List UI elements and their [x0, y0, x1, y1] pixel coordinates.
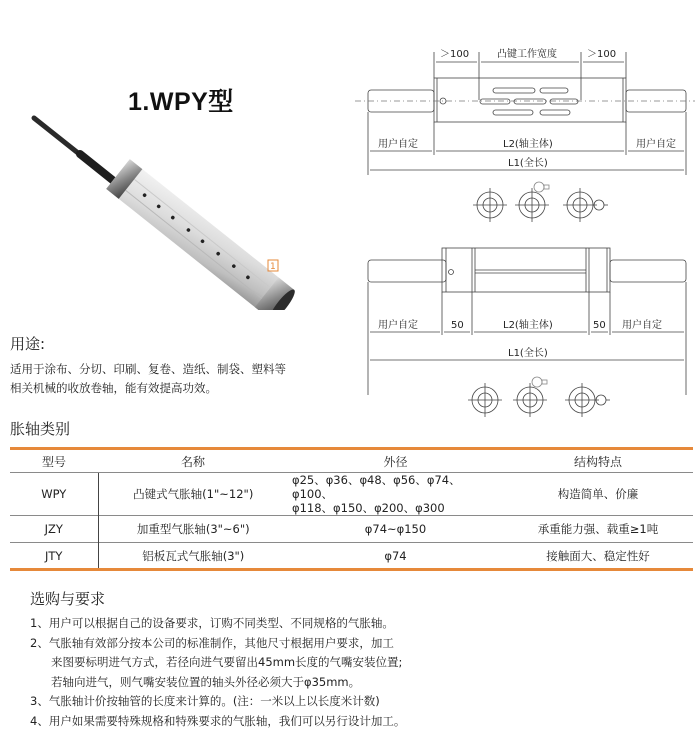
air-shaft-image: [20, 110, 320, 310]
product-photo: [20, 110, 320, 310]
dim-key-width: 凸键工作宽度: [497, 49, 557, 60]
usage-heading: 用途:: [10, 335, 46, 353]
diameter-line-1: φ25、φ36、φ48、φ56、φ74、φ100、: [292, 473, 461, 501]
header-model: 型号: [10, 449, 98, 473]
cell-model: JTY: [10, 543, 98, 570]
usage-line-2: 相关机械的收放卷轴，能有效提高功效。: [10, 381, 217, 395]
table-row: [10, 516, 693, 543]
cell-name: 凸键式气胀轴(1"~12"): [133, 487, 254, 501]
label-gap-right-50: 50: [593, 320, 606, 331]
callout-number: 1: [270, 262, 276, 272]
header-name: 名称: [98, 449, 288, 473]
diameter-line-2: φ118、φ150、φ200、φ300: [292, 501, 445, 515]
requirement-item-continued: 若轴向进气，则气嘴安装位置的轴头外径必须大于φ35mm。: [51, 674, 361, 689]
shaft-dimension-drawing: [350, 30, 700, 430]
table-header-row: [10, 449, 693, 473]
cell-diameter: φ74: [384, 548, 407, 563]
label-shaft-body: L2(轴主体): [503, 139, 553, 150]
label-shaft-body-2: L2(轴主体): [503, 320, 553, 331]
table-row: [10, 473, 693, 516]
types-heading: 胀轴类别: [10, 420, 71, 438]
requirements-heading: 选购与要求: [30, 590, 106, 608]
header-diameter: 外径: [288, 449, 503, 473]
technical-diagrams: [350, 30, 700, 430]
cell-model: WPY: [10, 473, 98, 516]
requirement-item: 3、气胀轴计价按轴管的长度来计算的。(注：一米以上以长度米计数): [30, 694, 380, 708]
dim-left-gap: ＞100: [440, 49, 470, 60]
label-user-defined-left: 用户自定: [378, 139, 418, 150]
cell-model: JZY: [10, 516, 98, 543]
cell-features: 构造简单、价廉: [557, 487, 639, 501]
product-title: 1.WPY型: [128, 88, 234, 116]
usage-description: [10, 360, 340, 398]
requirement-item-continued: 来图要标明进气方式，若径向进气要留出45mm长度的气嘴安装位置;: [51, 655, 403, 669]
cell-diameter: [288, 473, 503, 516]
shaft-types-table: [10, 447, 693, 571]
requirement-item: 4、用户如果需要特殊规格和特殊要求的气胀轴，我们可以另行设计加工。: [30, 713, 406, 728]
label-gap-left-50: 50: [451, 320, 464, 331]
label-user-defined-left-2: 用户自定: [378, 320, 418, 331]
label-total-length-2: L1(全长): [508, 348, 548, 359]
requirements-list: [30, 614, 690, 731]
dim-right-gap: ＞100: [587, 49, 617, 60]
table-row: [10, 543, 693, 570]
cell-features: 承重能力强、载重≥1吨: [537, 522, 659, 536]
usage-line-1: 适用于涂布、分切、印刷、复卷、造纸、制袋、塑料等: [10, 362, 286, 376]
cell-name: 铝板瓦式气胀轴(3"): [142, 548, 245, 563]
label-user-defined-right-2: 用户自定: [622, 320, 662, 331]
requirement-item: 1、用户可以根据自己的设备要求，订购不同类型、不同规格的气胀轴。: [30, 616, 394, 630]
cell-features: 接触面大、稳定性好: [546, 548, 650, 563]
label-total-length: L1(全长): [508, 158, 548, 169]
cell-name: 加重型气胀轴(3"~6"): [136, 522, 250, 536]
cell-diameter: φ74~φ150: [364, 522, 427, 536]
label-user-defined-right: 用户自定: [636, 139, 676, 150]
requirement-item: 2、气胀轴有效部分按本公司的标准制作，其他尺寸根据用户要求，加工: [30, 635, 394, 650]
header-features: 结构特点: [503, 449, 693, 473]
